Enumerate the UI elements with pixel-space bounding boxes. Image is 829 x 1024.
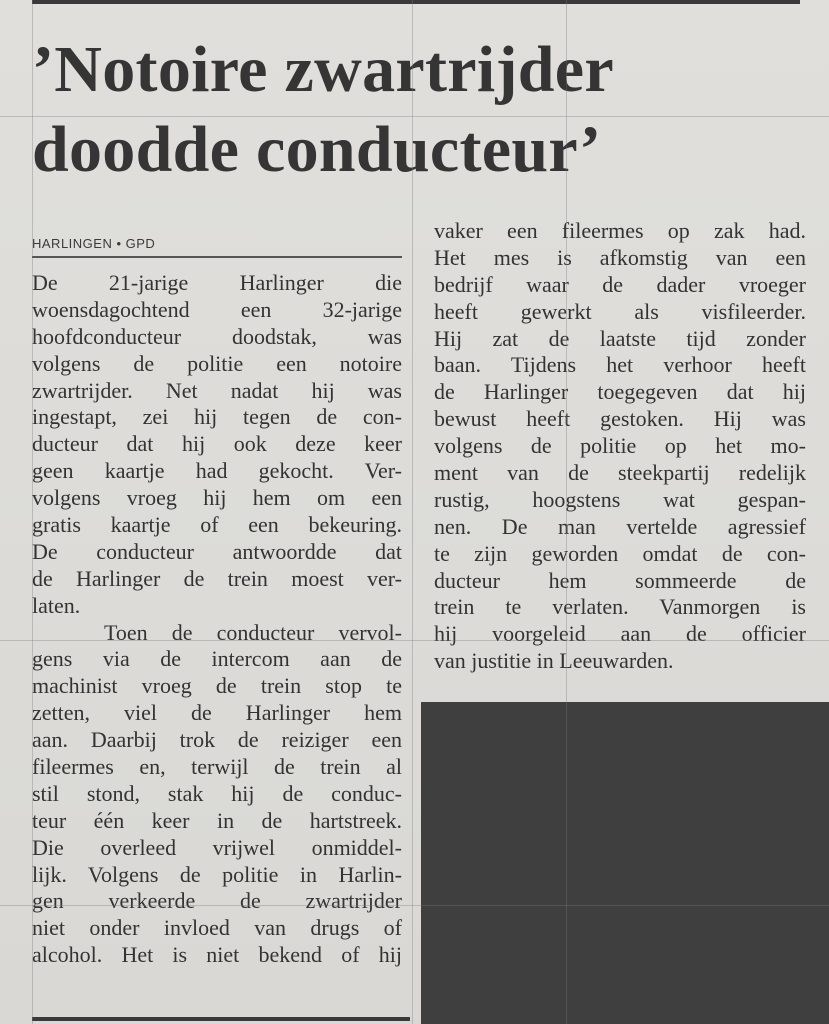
text-line: hoofdconducteur doodstak, was [32, 323, 402, 349]
article-column-2 [434, 218, 806, 675]
text-line: hij voorgeleid aan de officier [434, 621, 806, 647]
text-line: ducteur hem sommeerde de [434, 567, 806, 593]
headline [32, 30, 822, 190]
text-line: te zijn geworden omdat de con- [434, 540, 806, 566]
text-line: de Harlinger toegegeven dat hij [434, 379, 806, 405]
text-line: zetten, viel de Harlinger hem [32, 700, 402, 726]
text-line: trein te verlaten. Vanmorgen is [434, 594, 806, 620]
text-line: volgens vroeg hij hem om een [32, 485, 402, 511]
bottom-rule [32, 1017, 410, 1021]
dateline-rule [32, 256, 402, 258]
text-line: geen kaartje had gekocht. Ver- [32, 458, 402, 484]
headline-line: ’Notoire zwartrijder [32, 33, 614, 106]
text-line: volgens de politie een notoire [32, 350, 402, 376]
text-line: bewust heeft gestoken. Hij was [434, 406, 806, 432]
text-line: van justitie in Leeuwarden. [434, 648, 674, 674]
text-line: fileermes en, terwijl de trein al [32, 754, 402, 780]
text-line: de Harlinger de trein moest ver- [32, 565, 402, 591]
text-line: lijk. Volgens de politie in Harlin- [32, 861, 402, 887]
text-line: niet onder invloed van drugs of [32, 915, 402, 941]
text-line: gens via de intercom aan de [32, 646, 402, 672]
text-line: gratis kaartje of een bekeuring. [32, 512, 402, 538]
text-line: baan. Tijdens het verhoor heeft [434, 352, 806, 378]
text-line: nen. De man vertelde agressief [434, 513, 806, 539]
blank-gray-area [421, 702, 829, 1024]
text-line: Die overleed vrijwel onmiddel- [32, 834, 402, 860]
text-line: teur één keer in de hartstreek. [32, 807, 402, 833]
text-line: Het mes is afkomstig van een [434, 244, 806, 270]
text-line: Hij zat de laatste tijd zonder [434, 325, 806, 351]
text-line: alcohol. Het is niet bekend of hij [32, 942, 402, 968]
text-line: vaker een fileermes op zak had. [434, 218, 806, 243]
top-rule [32, 0, 800, 4]
text-line: rustig, hoogstens wat gespan- [434, 486, 806, 512]
text-line: machinist vroeg de trein stop te [32, 673, 402, 699]
dateline: HARLINGEN • GPD [32, 236, 156, 251]
text-line: woensdagochtend een 32-jarige [32, 296, 402, 322]
text-line: ingestapt, zei hij tegen de con- [32, 404, 402, 430]
text-line: gen verkeerde de zwartrijder [32, 888, 402, 914]
headline-line: doodde conducteur’ [32, 113, 602, 186]
text-line: bedrijf waar de dader vroeger [434, 271, 806, 297]
text-line: laten. [32, 592, 81, 618]
text-line: aan. Daarbij trok de reiziger een [32, 727, 402, 753]
text-line: De conducteur antwoordde dat [32, 538, 402, 564]
text-line: heeft gewerkt als visfileerder. [434, 298, 806, 324]
text-line: volgens de politie op het mo- [434, 433, 806, 459]
text-line: ment van de steekpartij redelijk [434, 460, 806, 486]
text-line: zwartrijder. Net nadat hij was [32, 377, 402, 403]
text-line: Toen de conducteur vervol- [32, 619, 402, 645]
text-line: ducteur dat hij ook deze keer [32, 431, 402, 457]
text-line: De 21-jarige Harlinger die [32, 270, 402, 295]
text-line: stil stond, stak hij de conduc- [32, 780, 402, 806]
article-column-1 [32, 270, 402, 969]
